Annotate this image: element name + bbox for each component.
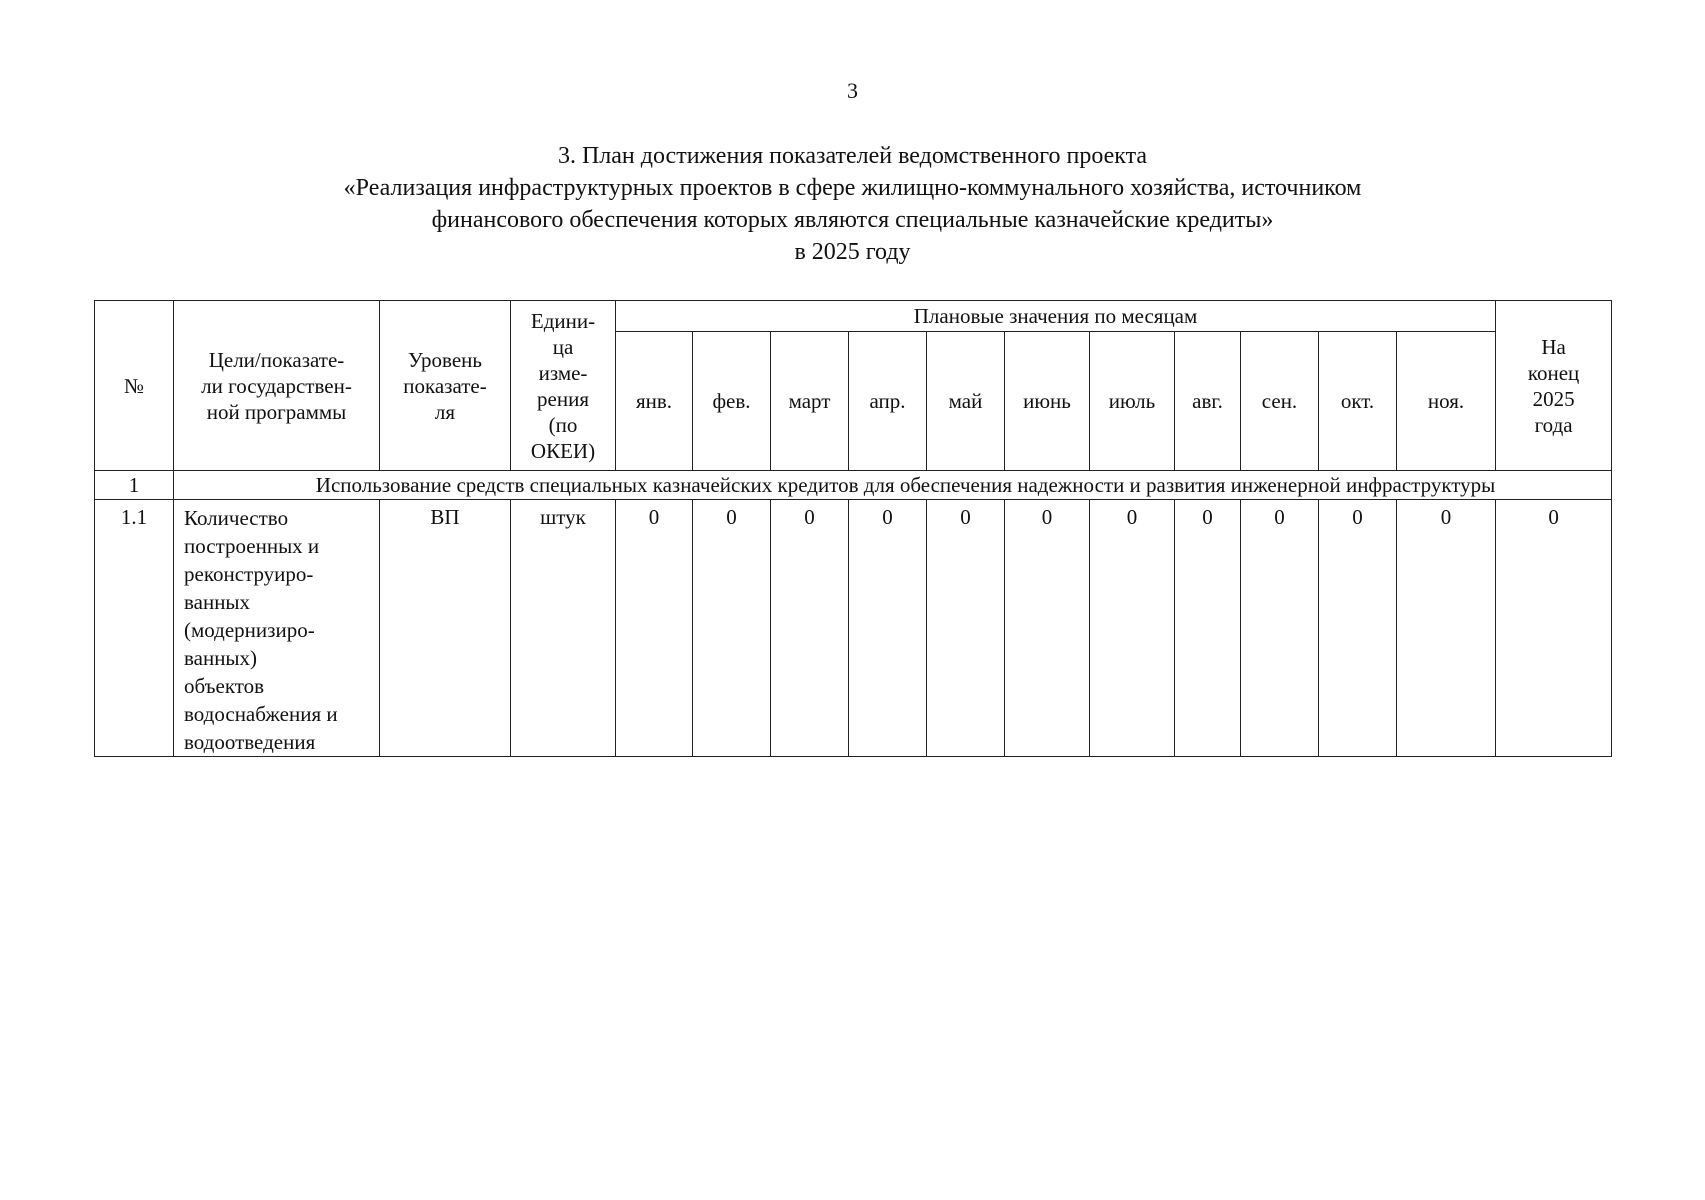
header-month-aug: авг. <box>1175 332 1241 471</box>
header-unit <box>511 301 616 471</box>
header-month-jan: янв. <box>616 332 693 471</box>
header-month-apr: апр. <box>849 332 927 471</box>
row-goal-line: водоотведения <box>184 730 316 754</box>
row-value-aug: 0 <box>1175 500 1241 757</box>
row-value-oct: 0 <box>1319 500 1397 757</box>
header-month-nov: ноя. <box>1397 332 1496 471</box>
row-value-sep: 0 <box>1241 500 1319 757</box>
row-goal-line: ванных <box>184 590 251 614</box>
heading-line-3: финансового обеспечения которых являются специальные казначейские кредиты» <box>431 207 1274 233</box>
header-level <box>380 301 511 471</box>
row-value-jun: 0 <box>1005 500 1090 757</box>
row-goal <box>174 500 380 757</box>
header-month-mar: март <box>771 332 849 471</box>
header-months-group: Плановые значения по месяцам <box>616 301 1496 332</box>
row-unit: штук <box>511 500 616 757</box>
header-month-oct: окт. <box>1319 332 1397 471</box>
header-unit-line: рения <box>537 386 589 411</box>
row-value-may: 0 <box>927 500 1005 757</box>
header-month-jun: июнь <box>1005 332 1090 471</box>
row-value-jan: 0 <box>616 500 693 757</box>
header-month-feb: фев. <box>693 332 771 471</box>
row-value-apr: 0 <box>849 500 927 757</box>
header-month-may: май <box>927 332 1005 471</box>
header-month-sep: сен. <box>1241 332 1319 471</box>
header-unit-line: ца <box>552 334 574 359</box>
header-level-line: Уровень <box>408 347 482 372</box>
header-level-line: ля <box>434 399 456 424</box>
header-month-jul: июль <box>1090 332 1175 471</box>
row-value-mar: 0 <box>771 500 849 757</box>
row-goal-line: реконструиро- <box>184 562 314 586</box>
header-goal-line: Цели/показате- <box>208 347 345 372</box>
header-number: № <box>95 301 174 471</box>
indicators-plan-table <box>94 300 1612 757</box>
table-row <box>95 500 1612 757</box>
header-goal-line: ной программы <box>206 399 347 424</box>
heading-line-1: 3. План достижения показателей ведомственного проекта <box>557 143 1148 169</box>
header-end-of-year <box>1496 301 1612 471</box>
header-end-line: конец <box>1527 360 1580 385</box>
header-end-line: На <box>1541 334 1566 359</box>
section-number: 1 <box>95 471 174 500</box>
row-goal-line: ванных) <box>184 646 258 670</box>
header-goal <box>174 301 380 471</box>
row-end-value: 0 <box>1496 500 1612 757</box>
header-unit-line: изме- <box>538 360 588 385</box>
row-number: 1.1 <box>95 500 174 757</box>
row-value-feb: 0 <box>693 500 771 757</box>
header-goal-line: ли государствен- <box>201 373 352 398</box>
page-number: 3 <box>847 78 858 103</box>
row-value-nov: 0 <box>1397 500 1496 757</box>
section-title: Использование средств специальных казначейских кредитов для обеспечения надежности и развития инженерной инфраструктуры <box>174 471 1612 500</box>
header-unit-line: (по <box>548 412 578 437</box>
header-end-line: года <box>1534 412 1573 437</box>
header-level-line: показате- <box>403 373 487 398</box>
section-row <box>95 471 1612 500</box>
row-goal-line: построенных и <box>184 534 320 558</box>
row-level: ВП <box>380 500 511 757</box>
row-value-jul: 0 <box>1090 500 1175 757</box>
header-end-line: 2025 <box>1532 386 1575 411</box>
row-goal-line: Количество <box>184 506 289 530</box>
heading-line-2: «Реализация инфраструктурных проектов в сфере жилищно-коммунального хозяйства, источником <box>343 175 1362 201</box>
header-unit-line: Едини- <box>530 308 596 333</box>
header-unit-line: ОКЕИ) <box>530 438 596 463</box>
row-goal-line: объектов <box>184 674 265 698</box>
document-heading <box>0 140 1705 268</box>
row-goal-line: (модернизиро- <box>184 618 315 642</box>
heading-line-4: в 2025 году <box>794 239 911 265</box>
row-goal-line: водоснабжения и <box>184 702 338 726</box>
